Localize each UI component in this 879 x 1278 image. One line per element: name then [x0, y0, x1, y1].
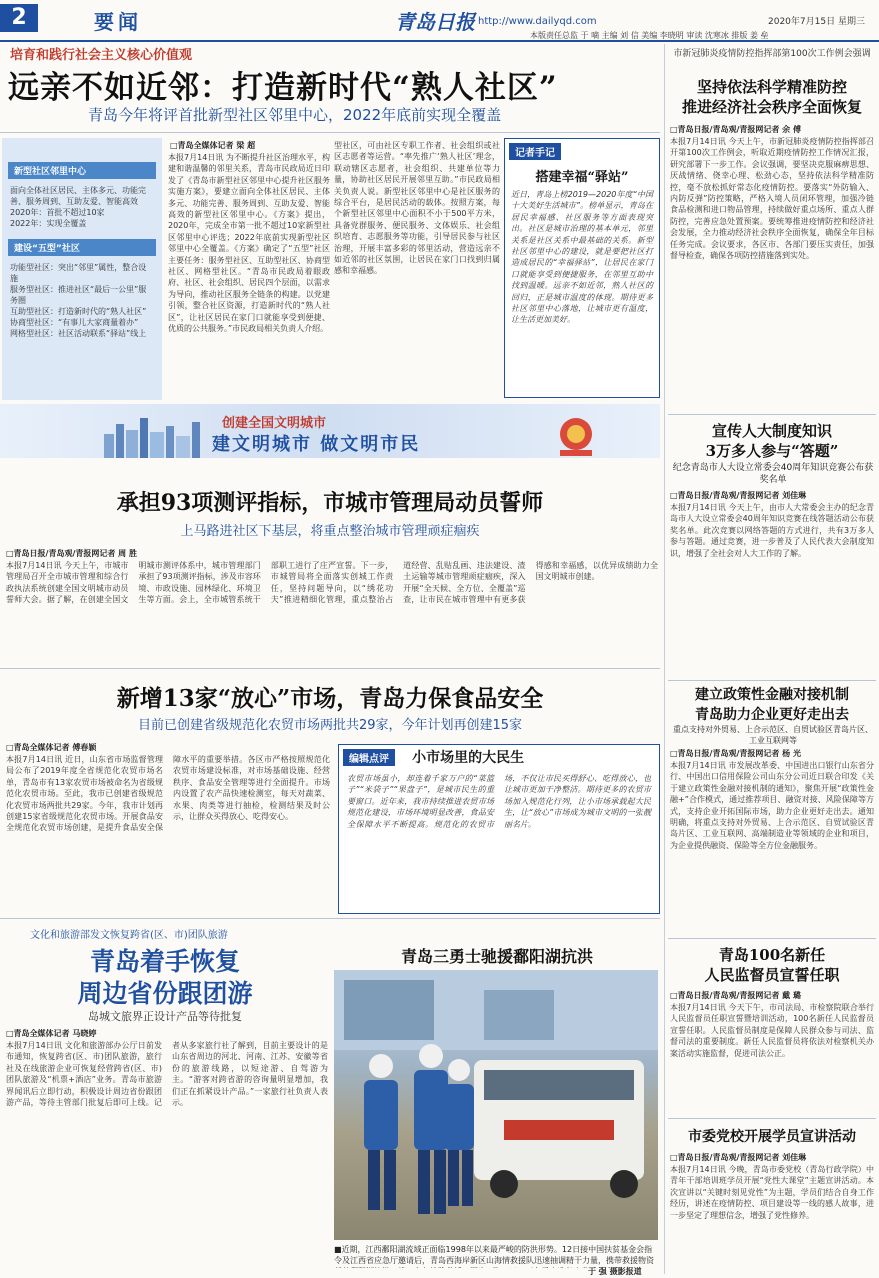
lead-headline: 远亲不如近邻：打造新时代“熟人社区”	[8, 70, 558, 106]
right-rule	[668, 938, 876, 939]
right-a3-headline-1: 建立政策性金融对接机制	[695, 687, 849, 703]
article2-subtitle: 上马路进社区下基层，将重点整治城市管理顽症痼疾	[180, 524, 480, 539]
right-a1-headline-2: 推进经济社会秩序全面恢复	[681, 98, 862, 116]
masthead-rule	[0, 40, 879, 42]
side-box-line: 面向全体社区居民、主体多元、功能完善、服务周到、互助友爱、智能高效	[10, 186, 146, 206]
commentary-label: 记者手记	[509, 143, 561, 160]
lead-byline: □青岛全媒体记者 梁 超	[170, 141, 256, 150]
article3-commentary-box	[338, 744, 660, 914]
commentary-title: 搭建幸福“驿站”	[535, 170, 629, 185]
commentary-text: 农贸市场虽小，却连着千家万户的“菜篮子”“米袋子”“果盘子”，是城市民生的重要窗口。近年来，我市持续推进农贸市场规范化建设，市场环境明显改善，食品安全保障水平不断提高。规范化的农贸市场，不仅让市民买得舒心、吃得放心，也让城市更加干净整洁。期待更多的农贸市场加入规范化行列，让小市场承载起大民生，让“放心”市场成为城市文明的一张靓丽名片。	[347, 774, 651, 829]
newspaper-logo: 青岛日报	[395, 10, 475, 34]
commentary-label: 编辑点评	[343, 749, 395, 766]
rescue-team-photo	[334, 970, 658, 1240]
emblem-icon	[546, 408, 606, 458]
masthead	[0, 0, 879, 40]
right-a1-headline-1: 坚持依法科学精准防控	[696, 78, 847, 96]
right-a2-headline-2: 3万多人参与“答题”	[705, 442, 839, 460]
lead-commentary-box	[504, 138, 660, 398]
side-box-line: 网格型社区：社区活动联系“驿站”线上	[10, 329, 147, 338]
skyline-icon	[100, 412, 220, 458]
right-a5-body: 本报7月14日讯 今晚，青岛市委党校（青岛行政学院）中青年干部培训班学员开展“党性大课堂”主题宣讲活动。本次宣讲以“关键时刻见党性”为主题，学员们结合自身工作经历，讲述在疫情防控、项目建设等一线的感人故事，进一步坚定了理想信念，增强了党性修养。	[670, 1165, 874, 1220]
article3-headline: 新增13家“放心”市场，青岛力保食品安全	[116, 685, 544, 712]
article4-subtitle: 岛城文旅界正设计产品等待批复	[88, 1010, 242, 1023]
right-a2-body: 本报7月14日讯 今天上午，由市人大常委会主办的纪念青岛市人大设立常委会40周年知识竞赛在线答题活动公布获奖名单。此次竞赛以网络答题的方式进行，共有3万多人参与答题。通过竞赛，进一步普及了人民代表大会制度知识，增强了全社会对人大工作的了解。	[670, 503, 874, 558]
right-a3-headline-2: 青岛助力企业更好走出去	[695, 707, 849, 723]
article4-byline: □青岛全媒体记者 马晓婷	[6, 1029, 97, 1038]
article3-byline: □青岛全媒体记者 傅春颖	[6, 743, 97, 752]
right-a5-headline: 市委党校开展学员宣讲活动	[688, 1129, 856, 1145]
right-rule	[668, 1118, 876, 1119]
right-a1-byline: □青岛日报/青岛观/青报网记者 余 傅	[670, 125, 801, 134]
right-a5-byline: □青岛日报/青岛观/青报网记者 刘佳琳	[670, 1153, 807, 1162]
side-box-head-1: 新型社区邻里中心	[8, 162, 156, 179]
right-a3-byline: □青岛日报/青岛观/青报网记者 杨 光	[670, 749, 801, 758]
right-a3-body: 本报7月14日讯 市发展改革委、中国进出口银行山东省分行、中国出口信用保险公司山东分公司近日联合印发《关于建立政策性金融对接机制的通知》，聚焦开展“政策性金融+”合作模式，通过推荐项目、融资对接、风险保障等方式，支持企业开拓国际市场，助力企业更好走出去。通知明确，将重点支持对外贸易、上合示范区、自贸试验区青岛片区、工业互联网、高端制造业等领域的企业和项目，为企业提供融资、保险等全方位金融服务。	[670, 761, 874, 850]
article4-body: 本报7月14日讯 文化和旅游部办公厅日前发布通知，恢复跨省(区、市)团队旅游，旅行社及在线旅游企业可恢复经营跨省(区、市)团队旅游及“机票+酒店”业务。青岛市旅游界闻讯后立即行动，积极设计周边省份跟团游产品，等待主管部门批复后即可上线。记者从多家旅行社了解到，目前主要设计的是山东省周边的河北、河南、江苏、安徽等省份的旅游线路，以短途游、自驾游为主。“游客对跨省游的咨询量明显增加，我们正在抓紧设计产品。”一家旅行社负责人表示。	[6, 1041, 328, 1108]
banner-line-1: 创建全国文明城市	[222, 416, 327, 431]
side-box-head-2: 建设“五型”社区	[8, 239, 156, 256]
side-box-line: 2022年：实现全覆盖	[10, 219, 87, 228]
commentary-text: 近日，青岛上榜2019—2020年度“中国十大美好生活城市”。榜单显示，青岛在居民幸福感、社区服务等方面表现突出。社区是城市治理的基本单元，邻里关系是社区关系中最基础的关系。新型社区邻里中心的建设，就是要把社区打造成居民的“幸福驿站”，让居民在家门口就能享受到便捷服务，在邻里互助中找到温暖。远亲不如近邻，熟人社区的回归，正是城市温度的体现。期待更多社区邻里中心落地，让城市更有温度，让生活更加美好。	[511, 190, 653, 325]
right-a4-body: 本报7月14日讯 今天下午，市司法局、市检察院联合举行人民监督员任职宣誓暨培训活动，100名新任人民监督员宣誓任职。人民监督员制度是保障人民群众参与司法、监督司法的重要制度。新任人民监督员将依法对检察机关办案活动实施监督，促进司法公正。	[670, 1003, 874, 1058]
lead-side-box	[2, 138, 162, 400]
side-box-line: 2020年：首批不超过10家	[10, 208, 105, 217]
commentary-title: 小市场里的大民生	[412, 750, 525, 766]
article3-body: 本报7月14日讯 近日，山东省市场监督管理局公布了2019年度全省规范化农贸市场名单，青岛市有13家农贸市场被命名为省级规范化农贸市场。至此，我市已创建省级规范化农贸市场两批共29家。今年，我市计划再创建15家省级规范化农贸市场。开展食品安全规范化农贸市场创建，是提升食品安全保障水平的重要举措。各区市严格按照规范化农贸市场建设标准，对市场基础设施、经营秩序、食品安全管理等进行全面提升。市场内设置了农产品快速检测室，每天对蔬菜、水果、肉类等进行抽检，检测结果及时公示，让群众买得放心、吃得安心。	[6, 755, 330, 833]
column-divider	[664, 44, 665, 1274]
right-rule	[668, 414, 876, 415]
side-box-line: 互助型社区：打造新时代的“熟人社区”	[10, 307, 147, 316]
article2-rule	[0, 668, 660, 669]
article2-body: 本报7月14日讯 今天上午，市城市管理局召开全市城市管理和综合行政执法系统创建全国文明城市动员誓师大会。据了解，在创建全国文明城市测评体系中，城市管理部门承担了93项测评指标，涉及市容环境、市政设施、园林绿化、环境卫生等方面。会上，全市城管系统干部职工进行了庄严宣誓。下一步，市城管局将全面落实创城工作责任，坚持问题导向，以“绣花功夫”推进精细化管理，重点整治占道经营、乱贴乱画、违法建设、渣土运输等城市管理顽症痼疾，深入开展“全天候、全方位、全覆盖”巡查，让市民在城市管理中有更多获得感和幸福感，以优异成绩助力全国文明城市创建。	[6, 561, 658, 605]
article4-headline-2: 周边省份跟团游	[77, 979, 253, 1008]
right-rule	[668, 680, 876, 681]
right-a2-subtitle: 纪念青岛市人大设立常委会40周年知识竞赛公布获奖名单	[672, 463, 874, 485]
side-box-line: 服务型社区：推进社区“最后一公里”服务圈	[10, 285, 147, 305]
article4-headline-1: 青岛着手恢复	[89, 947, 240, 976]
right-a1-body: 本报7月14日讯 今天上午，市新冠肺炎疫情防控指挥部召开第100次工作例会，听取近期疫情防控工作情况汇报，研究部署下一步工作。会议强调，要坚决克服麻痹思想、厌战情绪、侥幸心理、松劲心态，坚持依法科学精准防控，毫不放松抓好常态化疫情防控。要落实“外防输入、内防反弹”防控策略，严格入境人员闭环管理，加强冷链食品检测和进口物品管理，持续做好重点场所、重点人群防控，完善应急处置预案。要统筹推进疫情防控和经济社会发展，全力推动经济社会秩序全面恢复，确保全年目标任务完成。会议要求，各区市、各部门要压实责任，加强督导检查，确保各项防控措施落到实处。	[670, 137, 874, 261]
right-a2-headline-1: 宣传人大制度知识	[711, 422, 832, 440]
photo-illustration	[334, 970, 658, 1240]
article3-rule	[0, 918, 660, 919]
banner-line-2: 建文明城市 做文明市民	[212, 434, 421, 455]
lead-body-col1: 本报7月14日讯 为不断提升社区治理水平，构建和谐温馨的邻里关系，青岛市民政局近日印发了《青岛市新型社区邻里中心提升社区服务实施方案》，要建立面向全体社区居民、主体多元、功能完善、服务周到、互助友爱、智能高效的新型社区邻里中心。《方案》提出，2020年，完成全市第一批不超过10家新型社区邻里中心评选；2022年底前实现新型社区邻里中心全覆盖。《方案》确定了“五型”社区主要任务：服务型社区、互助型社区、协商型社区、网格型社区。“青岛市民政局着眼政府、社区、社会组织、居民四个层面，以需求为导向，推动社区服务全链条的构建。以党建引领，整合社区资源，打造新时代的“熟人社区”，让社区居民在家门口就能享受到便捷、优质的公共服务。”市民政局相关负责人介绍。	[168, 153, 330, 334]
right-a2-byline: □青岛日报/青岛观/青报网记者 刘佳琳	[670, 491, 807, 500]
photo-caption: ■近期，江西鄱阳湖流域正面临1998年以来最严峻的防洪形势。12日接中国扶贫基金会指令及江西省应急厅邀请后，青岛西海岸新区山海情救援队迅速抽调精干力量，携带救援物资	[334, 1245, 654, 1265]
issue-date: 2020年7月15日 星期三	[768, 17, 865, 27]
side-box-line: 功能型社区：突出“邻里”属性，整合设施	[10, 263, 147, 283]
lead-subtitle: 青岛今年将评首批新型社区邻里中心，2022年底前实现全覆盖	[88, 106, 502, 124]
lead-body-col2: 型社区，可由社区专职工作者、社会组织或社区志愿者等运营。“率先推广‘熟人社区’理念，联动辖区志愿者，社会组织、共建单位等力量，协助社区居民开展邻里互助。”市民政局相关负责人说。新型社区邻里中心是社区服务的综合平台，是居民活动的载体。按照方案，每个新型社区邻里中心面积不小于500平方米，具备党群服务、便民服务、文体娱乐、社会组织培育、志愿服务等功能，引导居民参与社区治理，开展丰富多彩的邻里活动，营造远亲不如近邻的社区氛围，让居民在家门口找到归属感和幸福感。	[334, 141, 500, 276]
lead-kicker: 培育和践行社会主义核心价值观	[10, 48, 193, 63]
lead-rule	[0, 132, 660, 133]
article3-subtitle: 目前已创建省级规范化农贸市场两批共29家，今年计划再创建15家	[137, 718, 523, 733]
photo-credit: 于 强 摄影报道	[588, 1267, 642, 1276]
right-a4-headline-1: 青岛100名新任	[718, 946, 826, 964]
article2-headline: 承担93项测评指标，市城市管理局动员誓师	[116, 490, 544, 516]
article2-byline: □青岛日报/青岛观/青报网记者 周 胜	[6, 549, 137, 558]
section-name: 要闻	[94, 10, 142, 34]
page-number: 2	[0, 4, 38, 32]
photo-headline: 青岛三勇士驰援鄱阳湖抗洪	[400, 947, 593, 966]
right-a1-kicker: 市新冠肺炎疫情防控指挥部第100次工作例会强调	[673, 49, 871, 59]
right-a4-byline: □青岛日报/青岛观/青报网记者 戴 璐	[670, 991, 801, 1000]
article4-kicker: 文化和旅游部发文恢复跨省(区、市)团队旅游	[30, 930, 228, 941]
right-a4-headline-2: 人民监督员宣誓任职	[704, 966, 840, 984]
right-a3-subtitle: 重点支持对外贸易、上合示范区、自贸试验区青岛片区、工业互联网等	[673, 725, 873, 745]
website-link[interactable]: http://www.dailyqd.com	[478, 16, 597, 27]
civilization-banner	[0, 404, 660, 458]
editorial-staff: 本版责任总监 于 嘀 主编 刘 信 美编 李晓明 审读 沈寒冰 排版 姜 垒	[530, 31, 769, 40]
side-box-line: 协商型社区：“有事儿大家商量着办”	[10, 318, 139, 327]
